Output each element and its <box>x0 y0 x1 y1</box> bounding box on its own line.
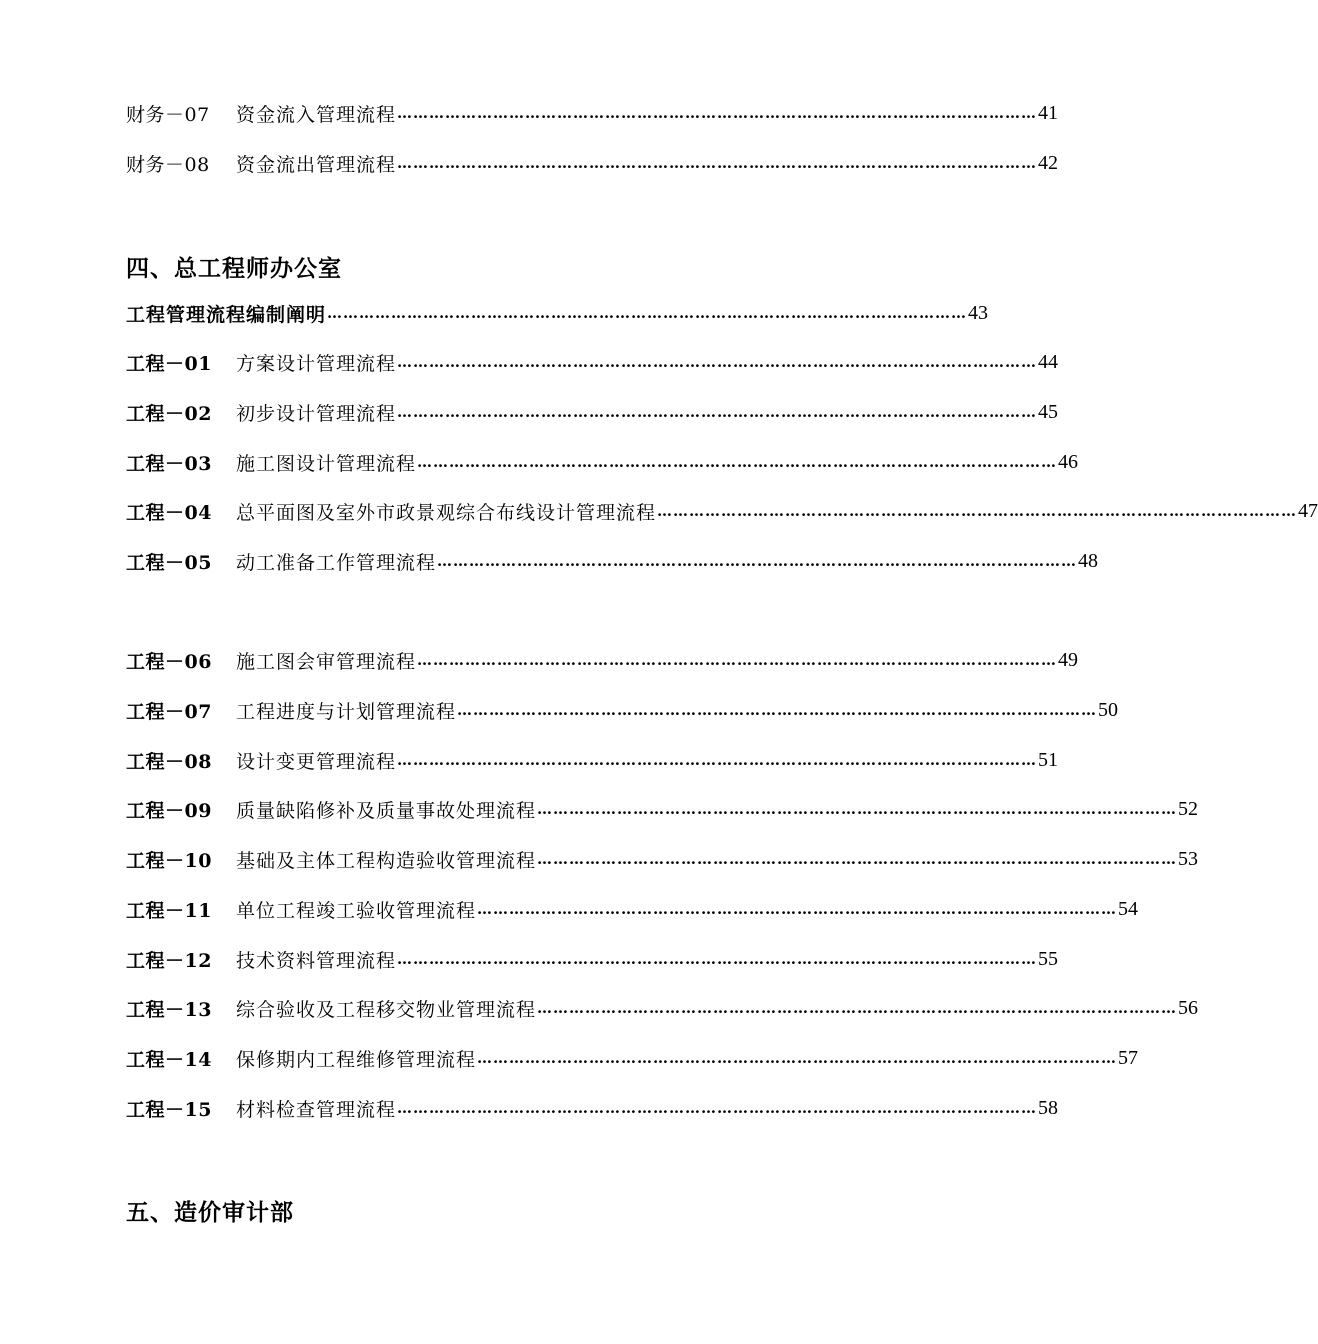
toc-entry[interactable] <box>126 894 1139 924</box>
entry-title: 工程进度与计划管理流程 <box>236 700 457 723</box>
entry-title: 资金流入管理流程 <box>236 103 397 126</box>
entry-page-number: 56 <box>1178 996 1199 1019</box>
entry-title: 施工图设计管理流程 <box>236 452 417 475</box>
entry-title: 单位工程竣工验收管理流程 <box>236 899 477 922</box>
dot-leader: ………………………………………………………………………………………………………… <box>397 103 1038 122</box>
entry-title: 总平面图及室外市政景观综合布线设计管理流程 <box>236 501 657 524</box>
dot-leader: ………………………………………………………………………………………………………… <box>397 949 1038 968</box>
section-heading: 四、总工程师办公室 <box>126 255 342 282</box>
entry-page-number: 50 <box>1098 698 1119 721</box>
entry-page-number: 51 <box>1038 748 1059 771</box>
dot-leader: ………………………………………………………………………………………………………… <box>477 899 1118 918</box>
toc-entry[interactable] <box>126 298 989 328</box>
entry-page-number: 58 <box>1038 1096 1059 1119</box>
dot-leader: ………………………………………………………………………………………………………… <box>537 849 1178 868</box>
entry-code: 工程－14 <box>126 1048 212 1071</box>
entry-page-number: 48 <box>1078 549 1099 572</box>
entry-page-number: 52 <box>1178 797 1199 820</box>
toc-entry[interactable] <box>126 347 1059 377</box>
entry-page-number: 45 <box>1038 400 1059 423</box>
entry-page-number: 53 <box>1178 847 1199 870</box>
entry-code: 工程－08 <box>126 750 212 773</box>
entry-page-number: 46 <box>1058 450 1079 473</box>
entry-title: 保修期内工程维修管理流程 <box>236 1048 477 1071</box>
dot-leader: ………………………………………………………………………………………………………… <box>397 352 1038 371</box>
dot-leader: ………………………………………………………………………………………………………… <box>537 998 1178 1017</box>
toc-entry[interactable] <box>126 944 1059 974</box>
entry-code: 工程－02 <box>126 402 212 425</box>
dot-leader: ………………………………………………………………………………………………………… <box>327 303 968 322</box>
entry-code: 工程－09 <box>126 799 212 822</box>
entry-title: 施工图会审管理流程 <box>236 650 417 673</box>
entry-page-number: 57 <box>1118 1046 1139 1069</box>
dot-leader: ………………………………………………………………………………………………………… <box>457 700 1098 719</box>
entry-page-number: 43 <box>968 301 989 324</box>
entry-page-number: 47 <box>1298 499 1318 522</box>
entry-code: 财务－08 <box>126 153 210 176</box>
toc-entry[interactable] <box>126 496 1318 526</box>
entry-title: 技术资料管理流程 <box>236 949 397 972</box>
entry-code: 工程－03 <box>126 452 212 475</box>
entry-title: 资金流出管理流程 <box>236 153 397 176</box>
toc-entry[interactable] <box>126 695 1119 725</box>
entry-page-number: 55 <box>1038 947 1059 970</box>
toc-entry[interactable] <box>126 1043 1139 1073</box>
entry-title: 基础及主体工程构造验收管理流程 <box>236 849 537 872</box>
entry-code: 工程－06 <box>126 650 212 673</box>
dot-leader: ………………………………………………………………………………………………………… <box>397 750 1038 769</box>
entry-page-number: 54 <box>1118 897 1139 920</box>
entry-title: 方案设计管理流程 <box>236 352 397 375</box>
toc-entry[interactable] <box>126 645 1079 675</box>
entry-title: 材料检查管理流程 <box>236 1098 397 1121</box>
entry-page-number: 44 <box>1038 350 1059 373</box>
dot-leader: ………………………………………………………………………………………………………… <box>477 1048 1118 1067</box>
toc-entry[interactable] <box>126 1093 1059 1123</box>
entry-code: 工程－10 <box>126 849 212 872</box>
toc-entry[interactable] <box>126 98 1059 128</box>
toc-entry[interactable] <box>126 745 1059 775</box>
dot-leader: ………………………………………………………………………………………………………… <box>437 551 1078 570</box>
entry-title: 动工准备工作管理流程 <box>236 551 437 574</box>
dot-leader: ………………………………………………………………………………………………………… <box>537 799 1178 818</box>
entry-title: 初步设计管理流程 <box>236 402 397 425</box>
toc-entry[interactable] <box>126 148 1059 178</box>
dot-leader: ………………………………………………………………………………………………………… <box>397 153 1038 172</box>
toc-entry[interactable] <box>126 993 1199 1023</box>
toc-entry[interactable] <box>126 447 1079 477</box>
entry-title: 设计变更管理流程 <box>236 750 397 773</box>
entry-code: 工程－11 <box>126 899 212 922</box>
entry-page-number: 41 <box>1038 101 1059 124</box>
entry-code: 工程－05 <box>126 551 212 574</box>
entry-code: 工程－01 <box>126 352 212 375</box>
entry-code: 工程－07 <box>126 700 212 723</box>
entry-code: 工程－13 <box>126 998 212 1021</box>
entry-page-number: 42 <box>1038 151 1059 174</box>
entry-code: 财务－07 <box>126 103 210 126</box>
toc-entry[interactable] <box>126 794 1199 824</box>
section-heading: 五、造价审计部 <box>126 1199 294 1226</box>
dot-leader: ………………………………………………………………………………………………………… <box>397 402 1038 421</box>
dot-leader: ………………………………………………………………………………………………………… <box>417 650 1058 669</box>
dot-leader: ………………………………………………………………………………………………………… <box>657 501 1298 520</box>
dot-leader: ………………………………………………………………………………………………………… <box>417 452 1058 471</box>
toc-entry[interactable] <box>126 546 1099 576</box>
entry-code: 工程－15 <box>126 1098 212 1121</box>
entry-title: 质量缺陷修补及质量事故处理流程 <box>236 799 537 822</box>
entry-page-number: 49 <box>1058 648 1079 671</box>
entry-code: 工程－12 <box>126 949 212 972</box>
entry-title: 综合验收及工程移交物业管理流程 <box>236 998 537 1021</box>
toc-entry[interactable] <box>126 397 1059 427</box>
entry-code: 工程－04 <box>126 501 212 524</box>
dot-leader: ………………………………………………………………………………………………………… <box>397 1098 1038 1117</box>
entry-title: 工程管理流程编制阐明 <box>126 303 327 326</box>
toc-entry[interactable] <box>126 844 1199 874</box>
